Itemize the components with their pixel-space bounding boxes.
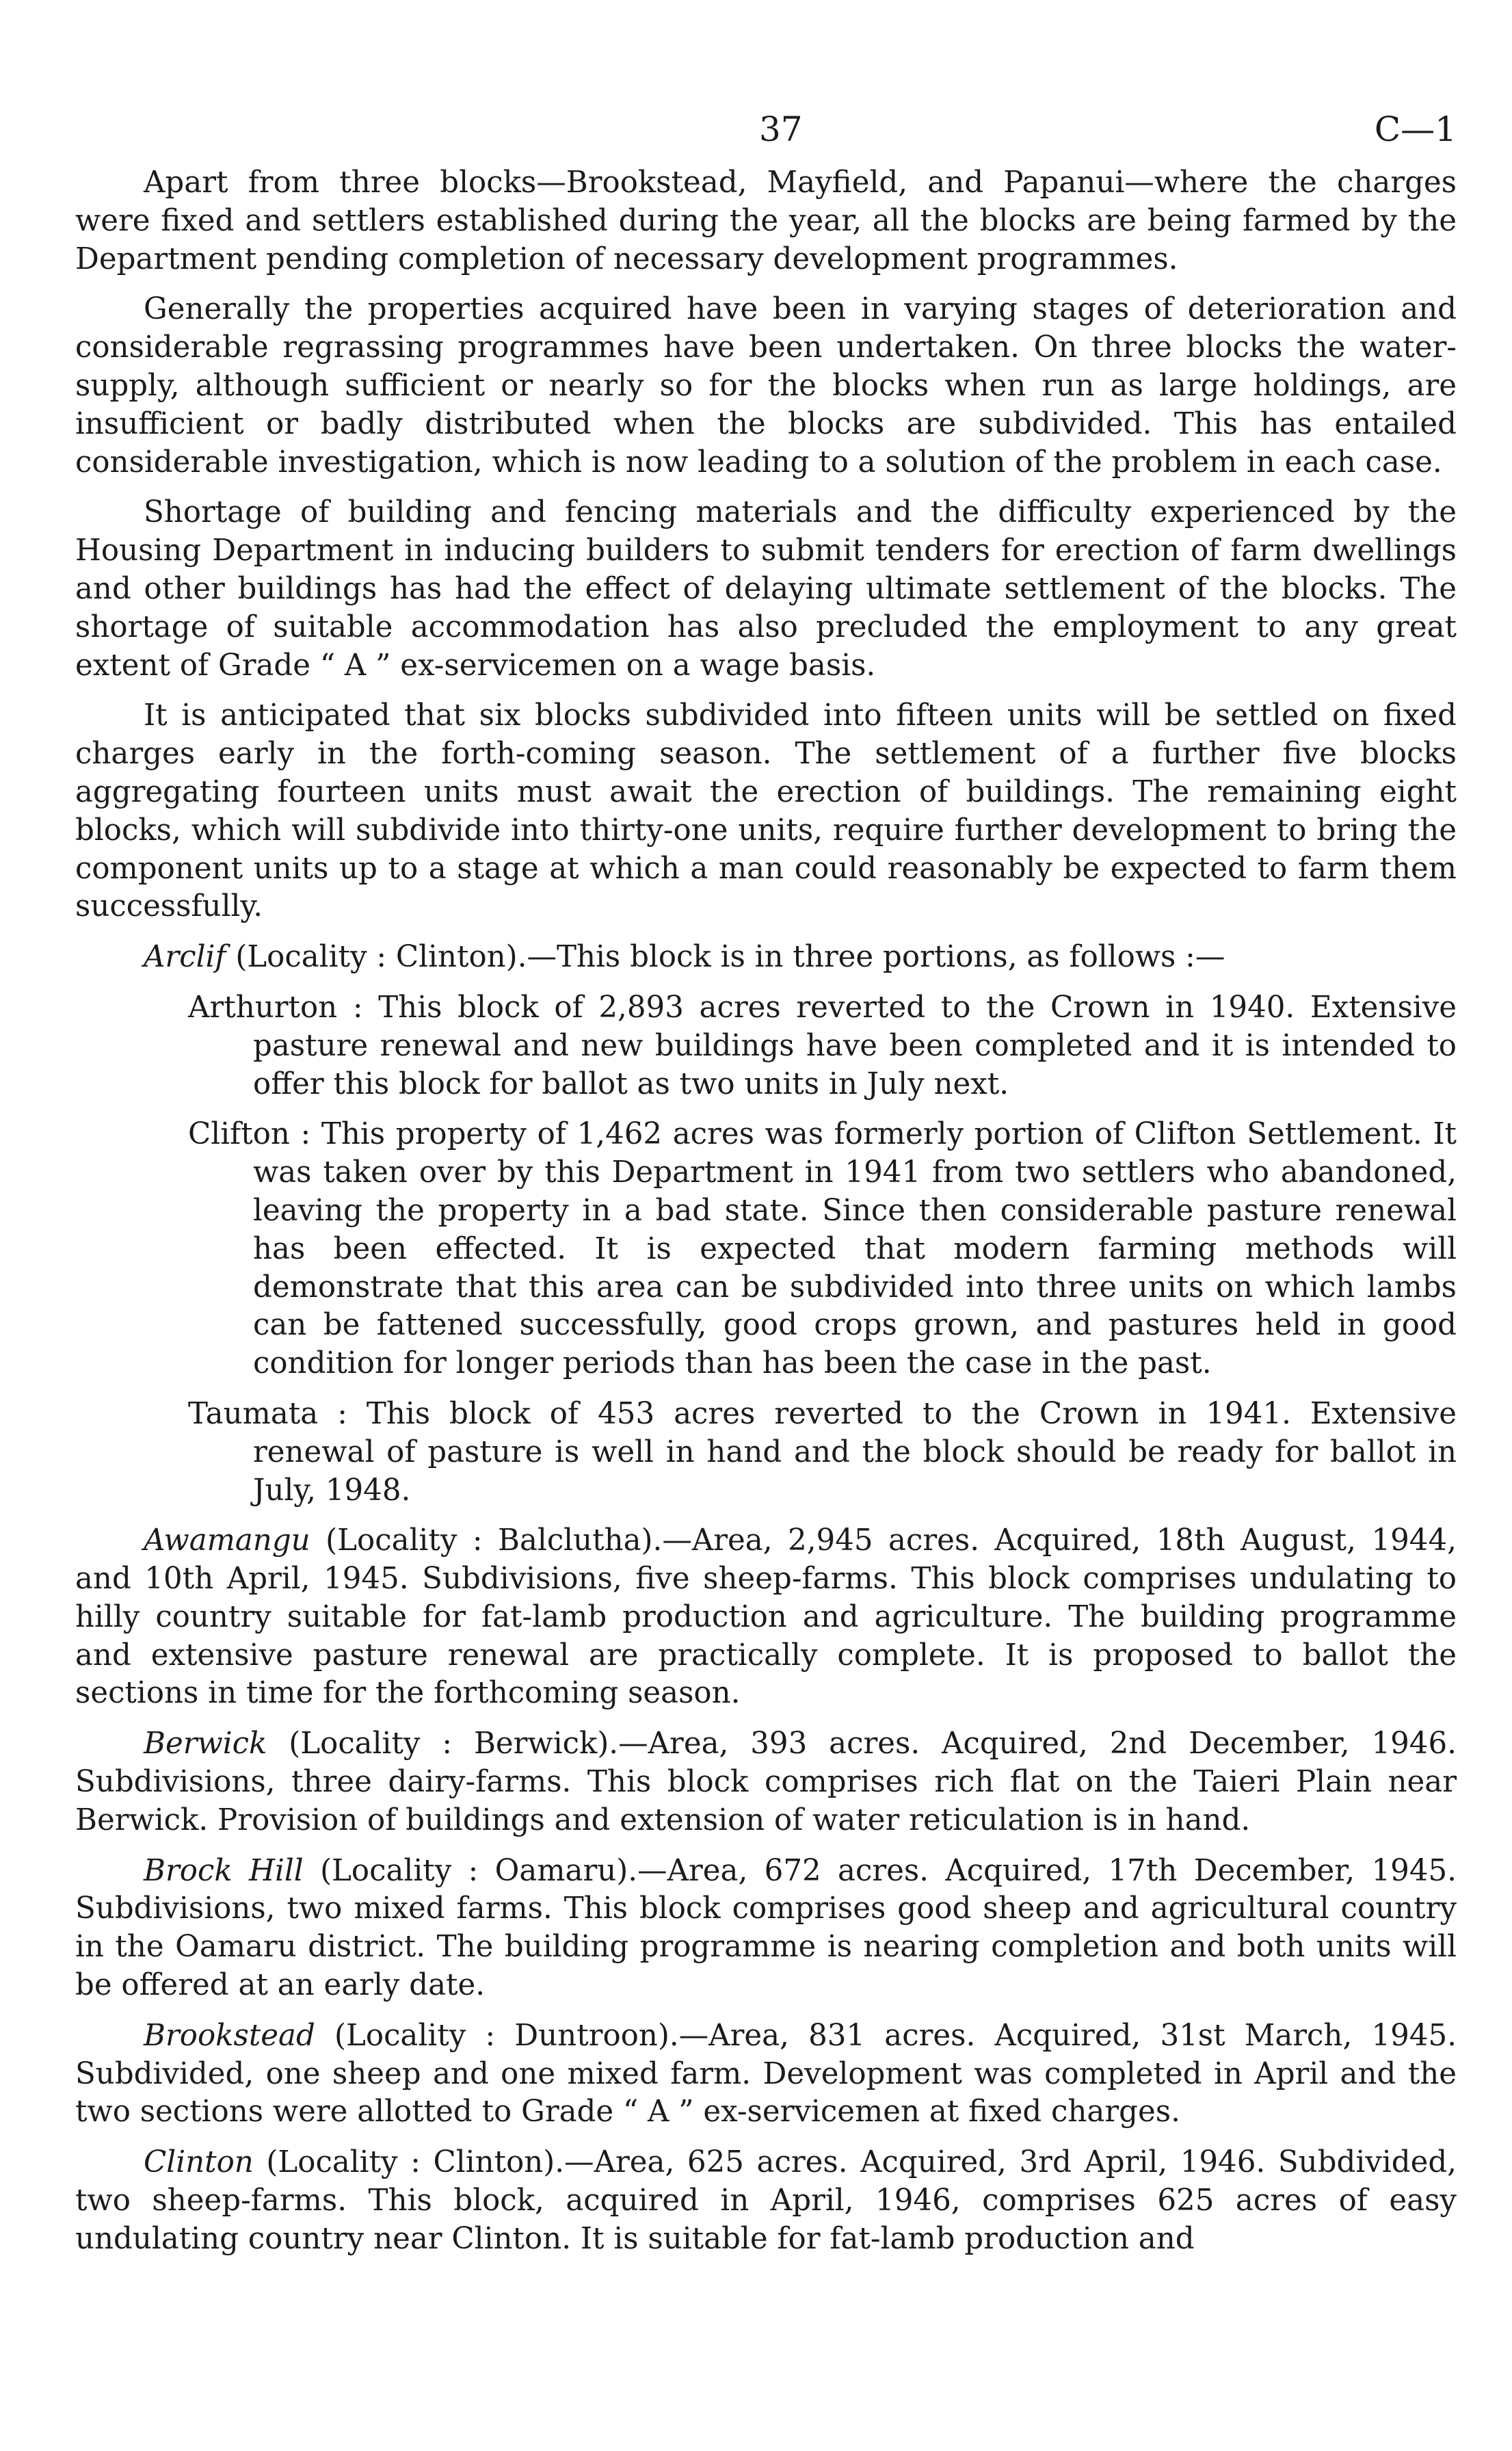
block-name-berwick: Berwick: [144, 1727, 267, 1761]
block-name-brock-hill: Brock Hill: [144, 1853, 304, 1888]
page-number: 37: [759, 109, 803, 149]
block-brock-hill: [75, 1852, 1457, 2005]
block-name-awamangu: Awamangu: [144, 1523, 310, 1558]
paragraph-settlement-outlook: It is anticipated that six blocks subdivided into fifteen units will be settled on fixed charges early in the forth-coming season. The settlement of a further five blocks aggregating fourteen units must await the erection of buildings. The remaining eight blocks, which will subdivide into thirty-one units, require further development to bring the component units up to a stage at which a man could reasonably be expected to farm them successfully.: [75, 698, 1457, 924]
document-page: [75, 109, 1457, 2271]
paragraph-blocks-farmed: Apart from three blocks—Brookstead, Mayfield, and Papanui—where the charges were fixed and settlers established during the year, all the blocks are being farmed by the Department pending completion of necessary development programmes.: [75, 166, 1457, 276]
running-head: [75, 109, 1457, 164]
block-text-berwick: (Locality : Berwick).—Area, 393 acres. Acquired, 2nd December, 1946. Subdivisions, three dairy-farms. This block comprises rich flat on the Taieri Plain near Berwick. Provision of buildings and extension of water reticulation is in hand.: [75, 1727, 1457, 1837]
paragraph-deterioration: Generally the properties acquired have been in varying stages of deterioration and considerable regrassing programmes have been undertaken. On three blocks the water-supply, although sufficient or nearly so for the blocks when run as large holdings, are insufficient or badly distributed when the blocks are subdivided. This has entailed considerable investigation, which is now leading to a solution of the problem in each case.: [75, 292, 1457, 480]
block-name-brookstead: Brookstead: [144, 2018, 315, 2053]
block-text-awamangu: (Locality : Balclutha).—Area, 2,945 acres. Acquired, 18th August, 1944, and 10th April, 1945. Subdivisions, five sheep-farms. This block comprises undulating to hilly country suitable for fat-lamb production and agriculture. The building programme and extensive pasture renewal are practically complete. It is proposed to ballot the sections in time for the forthcoming season.: [75, 1523, 1457, 1711]
block-brookstead: [75, 2017, 1457, 2132]
block-text-brock-hill: (Locality : Oamaru).—Area, 672 acres. Acquired, 17th December, 1945. Subdivisions, two mixed farms. This block comprises good sheep and agricultural country in the Oamaru district. The building programme is nearing completion and both units will be offered at an early date.: [75, 1853, 1457, 2003]
block-text-clinton: (Locality : Clinton).—Area, 625 acres. Acquired, 3rd April, 1946. Subdivided, two sheep-farms. This block, acquired in April, 1946, comprises 625 acres of easy undulating country near Clinton. It is suitable for fat-lamb production and: [75, 2145, 1457, 2256]
portion-taumata: Taumata : This block of 453 acres reverted to the Crown in 1941. Extensive renewal of pasture is well in hand and the block should be ready for ballot in July, 1948.: [188, 1396, 1457, 1508]
portion-clifton: Clifton : This property of 1,462 acres was formerly portion of Clifton Settlement. It was taken over by this Department in 1941 from two settlers who abandoned, leaving the property in a bad state. Since then considerable pasture renewal has been effected. It is expected that modern farming methods will demonstrate that this area can be subdivided into three units on which lambs can be fattened successfully, good crops grown, and pastures held in good condition for longer periods than has been the case in the past.: [188, 1117, 1457, 1381]
portion-arthurton: Arthurton : This block of 2,893 acres reverted to the Crown in 1940. Extensive pasture renewal and new buildings have been completed and it is intended to offer this block for ballot as two units in July next.: [188, 990, 1457, 1101]
block-arclif: [75, 939, 1457, 977]
block-name-arclif: Arclif: [144, 940, 226, 975]
page-reference: C—1: [1374, 109, 1457, 149]
block-awamangu: [75, 1522, 1457, 1713]
block-clinton: [75, 2144, 1457, 2258]
paragraph-materials-shortage: Shortage of building and fencing materials and the difficulty experienced by the Housing Department in inducing builders to submit tenders for erection of farm dwellings and other buildings has had the effect of delaying ultimate settlement of the blocks. The shortage of suitable accommodation has also precluded the employment to any great extent of Grade “ A ” ex-servicemen on a wage basis.: [75, 495, 1457, 683]
block-berwick: [75, 1725, 1457, 1839]
block-text-arclif: (Locality : Clinton).—This block is in three portions, as follows :—: [226, 940, 1225, 975]
block-text-brookstead: (Locality : Duntroon).—Area, 831 acres. Acquired, 31st March, 1945. Subdivided, one sheep and one mixed farm. Development was completed in April and the two sections were allotted to Grade “ A ” ex-servicemen at fixed charges.: [75, 2018, 1457, 2129]
block-name-clinton: Clinton: [144, 2145, 254, 2180]
